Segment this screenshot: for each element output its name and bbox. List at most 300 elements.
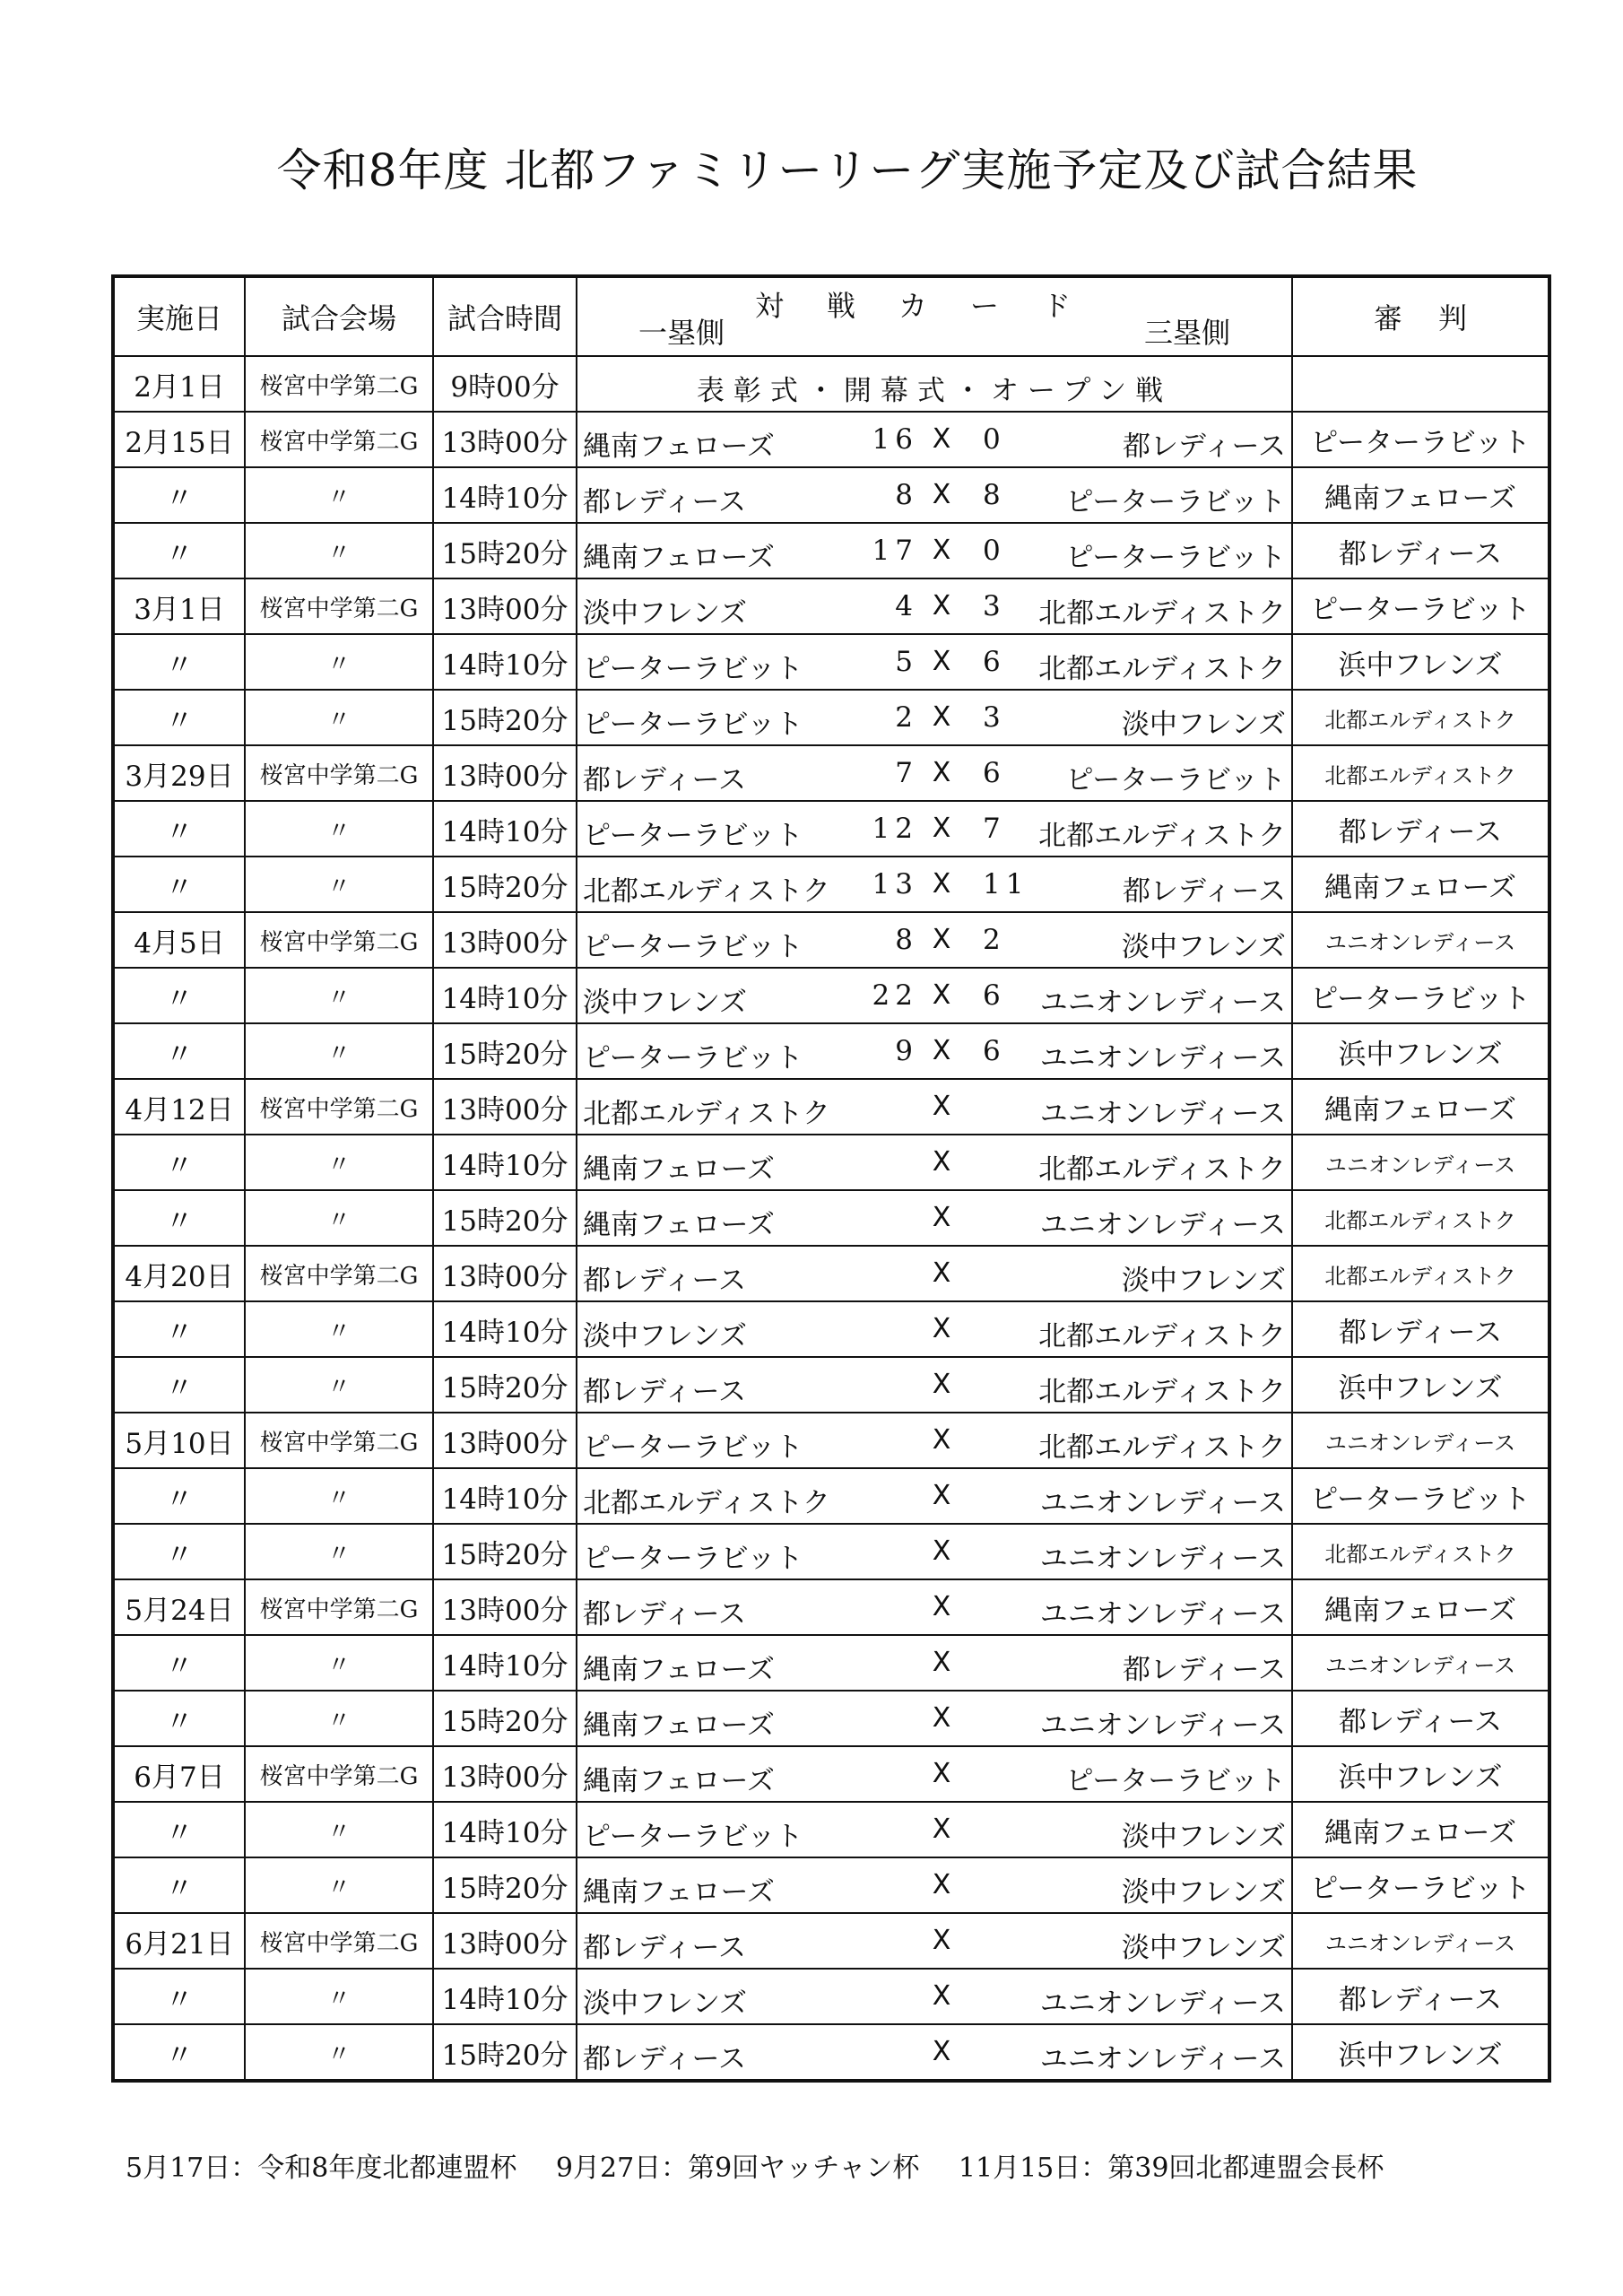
venue-cell: 桜宮中学第二G [245,1079,433,1135]
versus-mark: X [932,1202,951,1233]
third-base-team: 淡中フレンズ [1121,1265,1286,1297]
third-base-score: 6 [983,1035,1006,1067]
first-base-team: ピーターラビット [583,653,803,685]
third-base-team: ユニオンレディース [1039,1209,1286,1241]
card-cell [577,1913,1292,1969]
table-row [113,1135,1549,1190]
date-cell: 〃 [113,1190,245,1246]
first-base-score: 2 [895,701,918,734]
table-row [113,968,1549,1023]
time-cell: 13時00分 [433,1079,577,1135]
table-row [113,1301,1549,1357]
table-row [113,634,1549,690]
third-base-team: ユニオンレディース [1039,1042,1286,1074]
card-cell [577,523,1292,578]
venue-cell: 桜宮中学第二G [245,1913,433,1969]
umpire-cell: 都レディース [1292,1691,1549,1746]
umpire-cell: 北都エルディストク [1292,745,1549,801]
time-cell: 14時10分 [433,467,577,523]
third-base-team: 北都エルディストク [1038,820,1286,852]
date-cell: 2月1日 [113,356,245,412]
card-cell [577,1691,1292,1746]
time-cell: 9時00分 [433,356,577,412]
time-cell: 14時10分 [433,1468,577,1524]
first-base-team: 縄南フェローズ [583,1654,775,1686]
table-row [113,1913,1549,1969]
first-base-team: ピーターラビット [583,820,803,852]
umpire-cell: 都レディース [1292,1969,1549,2024]
first-base-team: 縄南フェローズ [583,1765,775,1797]
date-cell: 4月20日 [113,1246,245,1301]
versus-mark: X [932,2036,951,2067]
card-cell [577,1579,1292,1635]
versus-mark: X [932,1591,951,1622]
umpire-cell: 北都エルディストク [1292,1524,1549,1579]
third-base-score: 7 [983,813,1006,845]
time-cell: 13時00分 [433,1413,577,1468]
venue-cell: 〃 [245,2024,433,2081]
venue-cell: 桜宮中学第二G [245,745,433,801]
time-cell: 13時00分 [433,578,577,634]
first-base-team: 縄南フェローズ [583,1209,775,1241]
time-cell: 15時20分 [433,1857,577,1913]
versus-mark: X [932,1424,951,1456]
date-cell: 6月21日 [113,1913,245,1969]
table-row [113,1969,1549,2024]
time-cell: 15時20分 [433,1190,577,1246]
table-row [113,1246,1549,1301]
first-base-score: 17 [872,535,918,567]
venue-cell: 〃 [245,1524,433,1579]
header-card [577,276,1292,356]
versus-mark: X [932,590,951,622]
card-cell [577,356,1292,412]
card-cell [577,1135,1292,1190]
date-cell: 2月15日 [113,412,245,467]
table-row [113,1190,1549,1246]
venue-cell: 〃 [245,523,433,578]
versus-mark: X [932,1758,951,1789]
first-base-team: 縄南フェローズ [583,430,775,463]
table-row [113,1023,1549,1079]
first-base-team: 淡中フレンズ [583,987,748,1019]
table-row [113,1579,1549,1635]
footer-events [126,2145,1414,2185]
card-cell [577,412,1292,467]
header-first-base: 一塁側 [638,316,725,350]
date-cell: 3月29日 [113,745,245,801]
first-base-team: 都レディース [583,2043,746,2075]
venue-cell: 〃 [245,1135,433,1190]
venue-cell: 〃 [245,801,433,857]
third-base-score: 0 [983,423,1006,456]
third-base-score: 6 [983,646,1006,678]
third-base-team: 都レディース [1123,1654,1286,1686]
versus-mark: X [932,813,951,844]
third-base-team: 北都エルディストク [1038,597,1286,630]
umpire-cell: ピーターラビット [1292,578,1549,634]
card-cell [577,578,1292,634]
time-cell: 15時20分 [433,2024,577,2081]
third-base-team: 淡中フレンズ [1121,709,1286,741]
page-title: 令和8年度 北都ファミリーリーグ実施予定及び試合結果 [276,144,1419,196]
date-cell: 〃 [113,1635,245,1691]
table-row [113,1524,1549,1579]
card-cell [577,857,1292,912]
versus-mark: X [932,1869,951,1900]
versus-mark: X [932,1369,951,1400]
venue-cell: 〃 [245,1691,433,1746]
date-cell: 4月5日 [113,912,245,968]
first-base-team: 都レディース [583,1265,746,1297]
first-base-team: 縄南フェローズ [583,1153,775,1186]
table-row [113,2024,1549,2081]
third-base-team: ピーターラビット [1065,1765,1286,1797]
versus-mark: X [932,979,951,1011]
venue-cell: 〃 [245,1023,433,1079]
versus-mark: X [932,757,951,788]
third-base-team: ユニオンレディース [1039,1487,1286,1519]
time-cell: 13時00分 [433,1746,577,1802]
first-base-team: 淡中フレンズ [583,1987,748,2020]
umpire-cell: 浜中フレンズ [1292,2024,1549,2081]
card-cell [577,1468,1292,1524]
versus-mark: X [932,1925,951,1956]
third-base-team: ユニオンレディース [1039,987,1286,1019]
date-cell: 〃 [113,857,245,912]
first-base-score: 4 [895,590,918,622]
table-row [113,1691,1549,1746]
first-base-team: 淡中フレンズ [583,597,748,630]
ceremony-row [113,356,1549,412]
time-cell: 13時00分 [433,412,577,467]
umpire-cell: ユニオンレディース [1292,912,1549,968]
card-cell [577,1079,1292,1135]
first-base-team: 縄南フェローズ [583,1876,775,1909]
first-base-score: 13 [872,868,918,900]
versus-mark: X [932,1480,951,1511]
card-cell [577,467,1292,523]
third-base-score: 0 [983,535,1006,567]
venue-cell: 桜宮中学第二G [245,1246,433,1301]
first-base-team: 縄南フェローズ [583,1709,775,1742]
versus-mark: X [932,1257,951,1289]
venue-cell: 桜宮中学第二G [245,1413,433,1468]
time-cell: 15時20分 [433,1691,577,1746]
time-cell: 14時10分 [433,968,577,1023]
first-base-score: 5 [895,646,918,678]
card-cell [577,1802,1292,1857]
time-cell: 14時10分 [433,1802,577,1857]
header-card-title: 対戦カード [754,289,1114,323]
venue-cell: 〃 [245,968,433,1023]
table-row [113,801,1549,857]
table-row [113,1413,1549,1468]
card-cell [577,745,1292,801]
first-base-score: 8 [895,479,918,511]
card-cell [577,1857,1292,1913]
time-cell: 15時20分 [433,1524,577,1579]
first-base-team: ピーターラビット [583,1543,803,1575]
first-base-team: ピーターラビット [583,1821,803,1853]
third-base-team: ユニオンレディース [1039,1709,1286,1742]
first-base-score: 9 [895,1035,918,1067]
time-cell: 14時10分 [433,1969,577,2024]
umpire-cell: 縄南フェローズ [1292,467,1549,523]
versus-mark: X [932,924,951,955]
first-base-team: 北都エルディストク [583,875,830,908]
first-base-score: 16 [872,423,918,456]
card-cell [577,912,1292,968]
umpire-cell: ピーターラビット [1292,1468,1549,1524]
first-base-team: 都レディース [583,764,746,796]
venue-cell: 〃 [245,1635,433,1691]
card-cell [577,801,1292,857]
third-base-team: ユニオンレディース [1039,1987,1286,2020]
date-cell: 〃 [113,2024,245,2081]
third-base-score: 3 [983,701,1006,734]
third-base-score: 6 [983,757,1006,789]
time-cell: 15時20分 [433,690,577,745]
versus-mark: X [932,1647,951,1678]
date-cell: 4月12日 [113,1079,245,1135]
third-base-team: ピーターラビット [1065,542,1286,574]
table-row [113,690,1549,745]
venue-cell: 〃 [245,1468,433,1524]
umpire-cell: ピーターラビット [1292,968,1549,1023]
umpire-cell: 縄南フェローズ [1292,857,1549,912]
venue-cell: 〃 [245,1190,433,1246]
date-cell: 〃 [113,1301,245,1357]
card-cell [577,1746,1292,1802]
third-base-team: 北都エルディストク [1038,1320,1286,1352]
card-cell [577,1190,1292,1246]
table-row [113,1857,1549,1913]
card-cell [577,690,1292,745]
umpire-cell: 浜中フレンズ [1292,1746,1549,1802]
first-base-team: 淡中フレンズ [583,1320,748,1352]
third-base-team: 淡中フレンズ [1121,1821,1286,1853]
versus-mark: X [932,1091,951,1122]
header-umpire: 審判 [1292,276,1549,356]
versus-mark: X [932,1535,951,1567]
card-cell [577,2024,1292,2081]
schedule-table [111,274,1551,2083]
venue-cell: 〃 [245,1301,433,1357]
time-cell: 13時00分 [433,1579,577,1635]
umpire-cell: 縄南フェローズ [1292,1079,1549,1135]
time-cell: 15時20分 [433,1357,577,1413]
first-base-team: 北都エルディストク [583,1487,830,1519]
third-base-score: 2 [983,924,1006,956]
table-row [113,1357,1549,1413]
versus-mark: X [932,701,951,733]
umpire-cell: 北都エルディストク [1292,690,1549,745]
first-base-score: 7 [895,757,918,789]
date-cell: 〃 [113,1524,245,1579]
venue-cell: 〃 [245,1802,433,1857]
umpire-cell [1292,356,1549,412]
umpire-cell: 浜中フレンズ [1292,1357,1549,1413]
third-base-team: ユニオンレディース [1039,1598,1286,1631]
footer-event: 11月15日：第39回北都連盟会長杯 [958,2152,1384,2184]
third-base-team: 都レディース [1123,430,1286,463]
umpire-cell: 浜中フレンズ [1292,634,1549,690]
umpire-cell: 北都エルディストク [1292,1190,1549,1246]
umpire-cell: 縄南フェローズ [1292,1579,1549,1635]
versus-mark: X [932,479,951,510]
venue-cell: 〃 [245,467,433,523]
time-cell: 14時10分 [433,1135,577,1190]
time-cell: 15時20分 [433,1023,577,1079]
umpire-cell: 都レディース [1292,523,1549,578]
umpire-cell: ピーターラビット [1292,1857,1549,1913]
third-base-team: ユニオンレディース [1039,2043,1286,2075]
date-cell: 〃 [113,1802,245,1857]
time-cell: 13時00分 [433,912,577,968]
venue-cell: 桜宮中学第二G [245,356,433,412]
card-cell [577,1413,1292,1468]
venue-cell: 〃 [245,634,433,690]
venue-cell: 桜宮中学第二G [245,412,433,467]
date-cell: 〃 [113,1468,245,1524]
venue-cell: 桜宮中学第二G [245,912,433,968]
time-cell: 14時10分 [433,634,577,690]
date-cell: 〃 [113,801,245,857]
venue-cell: 〃 [245,1357,433,1413]
card-cell [577,634,1292,690]
third-base-team: ピーターラビット [1065,486,1286,518]
umpire-cell: ユニオンレディース [1292,1135,1549,1190]
first-base-team: ピーターラビット [583,1431,803,1464]
umpire-cell: ユニオンレディース [1292,1413,1549,1468]
venue-cell: 〃 [245,1857,433,1913]
third-base-score: 11 [983,868,1029,900]
third-base-team: ユニオンレディース [1039,1543,1286,1575]
venue-cell: 桜宮中学第二G [245,578,433,634]
header-date: 実施日 [113,276,245,356]
third-base-score: 3 [983,590,1006,622]
time-cell: 13時00分 [433,1913,577,1969]
venue-cell: 〃 [245,857,433,912]
table-row [113,523,1549,578]
date-cell: 〃 [113,1969,245,2024]
first-base-team: 都レディース [583,1598,746,1631]
versus-mark: X [932,646,951,677]
date-cell: 5月24日 [113,1579,245,1635]
third-base-score: 6 [983,979,1006,1012]
third-base-team: 淡中フレンズ [1121,1932,1286,1964]
card-cell [577,1023,1292,1079]
table-row [113,412,1549,467]
first-base-team: ピーターラビット [583,931,803,963]
first-base-team: ピーターラビット [583,709,803,741]
versus-mark: X [932,868,951,900]
time-cell: 13時00分 [433,745,577,801]
time-cell: 14時10分 [433,801,577,857]
versus-mark: X [932,423,951,455]
umpire-cell: 都レディース [1292,801,1549,857]
footer-event: 5月17日：令和8年度北都連盟杯 [126,2152,517,2184]
umpire-cell: ユニオンレディース [1292,1913,1549,1969]
first-base-team: 縄南フェローズ [583,542,775,574]
time-cell: 13時00分 [433,1246,577,1301]
footer-event: 9月27日：第9回ヤッチャン杯 [555,2152,920,2184]
first-base-score: 22 [872,979,918,1012]
venue-cell: 〃 [245,1969,433,2024]
third-base-team: ピーターラビット [1065,764,1286,796]
date-cell: 〃 [113,1857,245,1913]
header-venue: 試合会場 [245,276,433,356]
time-cell: 14時10分 [433,1635,577,1691]
card-cell [577,1301,1292,1357]
versus-mark: X [932,1813,951,1845]
card-cell [577,1246,1292,1301]
umpire-cell: ピーターラビット [1292,412,1549,467]
umpire-cell: 都レディース [1292,1301,1549,1357]
umpire-cell: ユニオンレディース [1292,1635,1549,1691]
table-row [113,1079,1549,1135]
card-cell [577,1635,1292,1691]
third-base-team: 淡中フレンズ [1121,1876,1286,1909]
date-cell: 〃 [113,523,245,578]
date-cell: 〃 [113,1023,245,1079]
table-row [113,1468,1549,1524]
date-cell: 〃 [113,1357,245,1413]
first-base-team: ピーターラビット [583,1042,803,1074]
date-cell: 5月10日 [113,1413,245,1468]
versus-mark: X [932,1035,951,1066]
card-cell [577,968,1292,1023]
time-cell: 14時10分 [433,1301,577,1357]
first-base-score: 12 [872,813,918,845]
ceremony-text: 表彰式・開幕式・オープン戦 [696,375,1173,407]
table-row [113,1746,1549,1802]
versus-mark: X [932,1146,951,1178]
first-base-team: 北都エルディストク [583,1098,830,1130]
third-base-team: 北都エルディストク [1038,653,1286,685]
card-cell [577,1969,1292,2024]
versus-mark: X [932,1702,951,1734]
third-base-team: 北都エルディストク [1038,1376,1286,1408]
first-base-team: 都レディース [583,1932,746,1964]
third-base-score: 8 [983,479,1006,511]
third-base-team: 淡中フレンズ [1121,931,1286,963]
venue-cell: 桜宮中学第二G [245,1579,433,1635]
third-base-team: ユニオンレディース [1039,1098,1286,1130]
third-base-team: 北都エルディストク [1038,1431,1286,1464]
header-row [113,276,1549,356]
table-row [113,912,1549,968]
first-base-team: 都レディース [583,486,746,518]
date-cell: 3月1日 [113,578,245,634]
header-third-base: 三塁側 [1143,316,1230,350]
date-cell: 〃 [113,1691,245,1746]
table-row [113,1802,1549,1857]
date-cell: 〃 [113,467,245,523]
card-cell [577,1357,1292,1413]
table-row [113,857,1549,912]
versus-mark: X [932,1313,951,1344]
third-base-team: 都レディース [1123,875,1286,908]
table-row [113,578,1549,634]
third-base-team: 北都エルディストク [1038,1153,1286,1186]
versus-mark: X [932,535,951,566]
first-base-score: 8 [895,924,918,956]
first-base-team: 都レディース [583,1376,746,1408]
card-cell [577,1524,1292,1579]
umpire-cell: 浜中フレンズ [1292,1023,1549,1079]
